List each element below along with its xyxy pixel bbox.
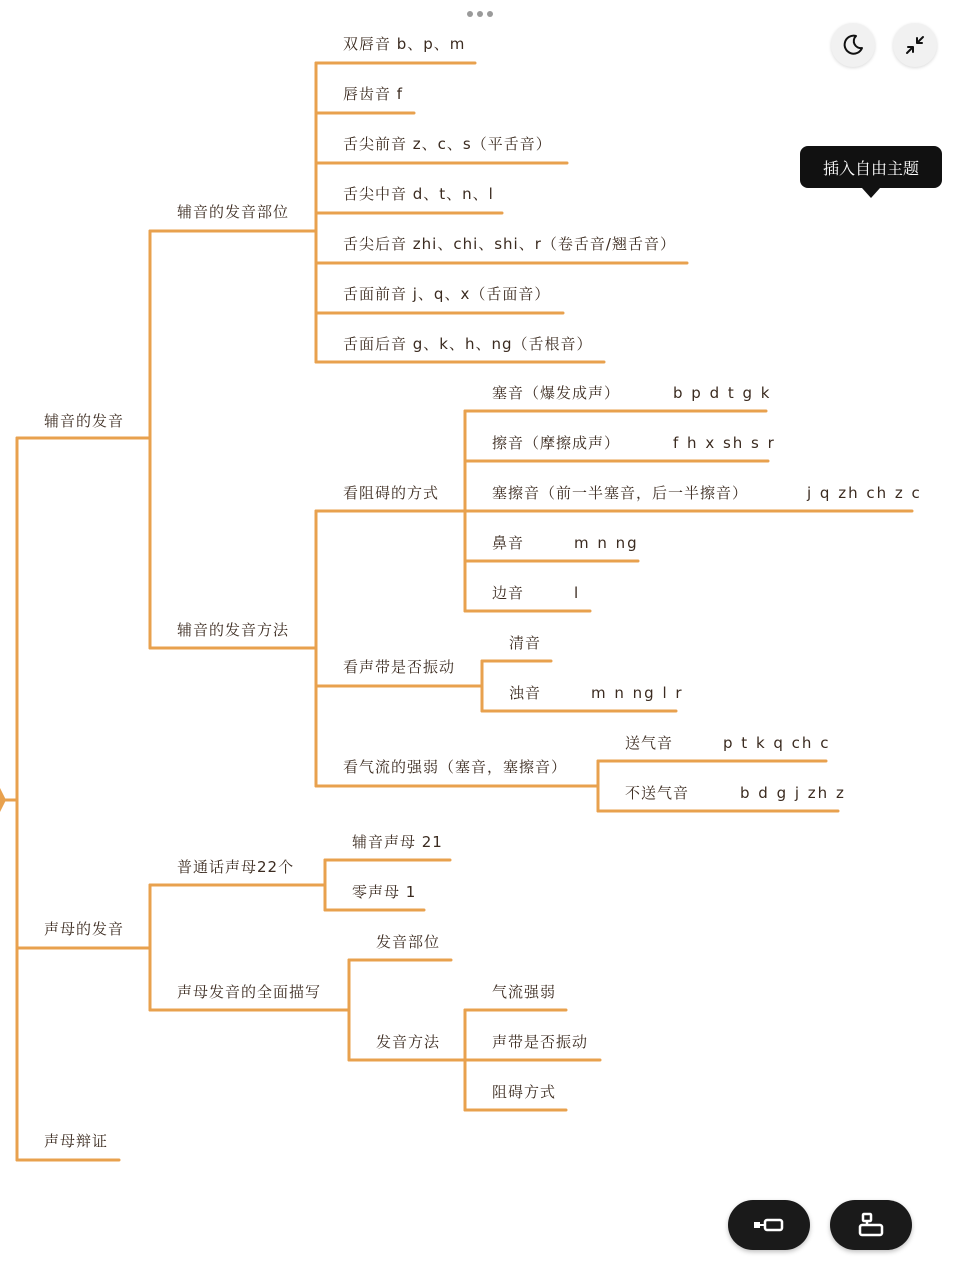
- place-item[interactable]: [316, 185, 502, 213]
- node-place-of-articulation[interactable]: [150, 203, 316, 231]
- node-value: f h x sh s r: [673, 434, 776, 452]
- airflow-item[interactable]: [598, 784, 846, 811]
- node-value: m n ng l r: [591, 684, 684, 702]
- tooltip-text: 插入自由主题: [822, 158, 919, 178]
- place-item[interactable]: [316, 135, 567, 163]
- node-obstruction-method[interactable]: [316, 484, 465, 511]
- node-label: 双唇音 b、p、m: [343, 35, 466, 53]
- place-item[interactable]: [316, 285, 563, 313]
- node-initial-distinction[interactable]: [17, 1132, 119, 1160]
- node-value: b p d t g k: [673, 384, 772, 402]
- place-item[interactable]: [316, 35, 475, 63]
- node-label: 声母发音的全面描写: [177, 983, 322, 1001]
- layout-button[interactable]: [830, 1200, 912, 1250]
- node-label: 发音方法: [376, 1033, 441, 1051]
- node-label: 辅音的发音部位: [177, 203, 290, 221]
- node-label: 声带是否振动: [492, 1033, 589, 1051]
- node-label: 辅音声母 21: [352, 833, 443, 851]
- place-item[interactable]: [316, 235, 687, 263]
- node-initial-pronunciation[interactable]: [17, 920, 150, 948]
- node-value: j q zh ch z c: [807, 484, 922, 502]
- node-label: 边音: [492, 584, 525, 602]
- place-item[interactable]: [316, 85, 414, 113]
- node-label: 送气音: [625, 734, 674, 752]
- node-label: 普通话声母22个: [177, 858, 295, 876]
- obstruction-item[interactable]: [465, 584, 590, 611]
- node-initial-count[interactable]: [150, 858, 325, 885]
- node-value: l: [574, 584, 581, 602]
- vibration-item[interactable]: [482, 684, 684, 711]
- desc-manner-item[interactable]: [465, 983, 566, 1010]
- node-value: m n ng: [574, 534, 639, 552]
- obstruction-item[interactable]: [465, 384, 772, 411]
- desc-item[interactable]: [349, 933, 451, 960]
- node-label: 气流强弱: [492, 983, 557, 1001]
- vibration-item[interactable]: [482, 634, 551, 661]
- node-manner-of-articulation[interactable]: [150, 621, 316, 648]
- node-style-icon: [752, 1215, 786, 1235]
- node-label: 浊音: [509, 684, 542, 702]
- node-vocal-cord-vibration[interactable]: [316, 658, 482, 686]
- node-label: 看声带是否振动: [343, 658, 456, 676]
- desc-manner-item[interactable]: [465, 1033, 600, 1060]
- node-label: 不送气音: [625, 784, 690, 802]
- node-consonant-pronunciation[interactable]: [17, 412, 150, 438]
- node-label: 声母辩证: [44, 1132, 109, 1150]
- airflow-item[interactable]: [598, 734, 830, 761]
- node-label: 辅音的发音方法: [177, 621, 290, 639]
- node-label: 阻碍方式: [492, 1083, 557, 1101]
- desc-manner-item[interactable]: [465, 1083, 566, 1110]
- node-label: 舌尖前音 z、c、s（平舌音）: [343, 135, 552, 153]
- node-value: p t k q ch c: [723, 734, 831, 752]
- node-label: 舌尖后音 zhi、chi、shi、r（卷舌音/翘舌音）: [343, 235, 676, 253]
- node-label: 唇齿音 f: [343, 85, 404, 103]
- node-style-button[interactable]: [728, 1200, 810, 1250]
- node-label: 塞音（爆发成声）: [492, 384, 621, 402]
- node-label: 看气流的强弱（塞音，塞擦音）: [343, 758, 568, 776]
- desc-item[interactable]: [349, 1033, 465, 1060]
- node-label: 塞擦音（前一半塞音，后一半擦音）: [492, 484, 749, 502]
- node-full-description[interactable]: [150, 983, 349, 1010]
- obstruction-item[interactable]: [465, 534, 639, 561]
- node-label: 看阻碍的方式: [343, 484, 440, 502]
- node-label: 擦音（摩擦成声）: [492, 434, 621, 452]
- count-item[interactable]: [325, 833, 450, 860]
- node-label: 鼻音: [492, 534, 525, 552]
- node-label: 声母的发音: [44, 920, 125, 938]
- node-airflow-strength[interactable]: [316, 758, 598, 786]
- node-label: 舌面前音 j、q、x（舌面音）: [343, 285, 551, 303]
- node-label: 舌尖中音 d、t、n、l: [343, 185, 494, 203]
- node-label: 清音: [509, 634, 542, 652]
- obstruction-item[interactable]: [465, 484, 922, 511]
- place-item[interactable]: [316, 335, 604, 362]
- layout-icon: [857, 1212, 885, 1238]
- node-label: 舌面后音 g、k、h、ng（舌根音）: [343, 335, 593, 353]
- node-label: 辅音的发音: [44, 412, 125, 430]
- node-label: 发音部位: [376, 933, 441, 951]
- obstruction-item[interactable]: [465, 434, 776, 461]
- node-value: b d g j zh z: [740, 784, 846, 802]
- node-label: 零声母 1: [352, 883, 417, 901]
- count-item[interactable]: [325, 883, 424, 910]
